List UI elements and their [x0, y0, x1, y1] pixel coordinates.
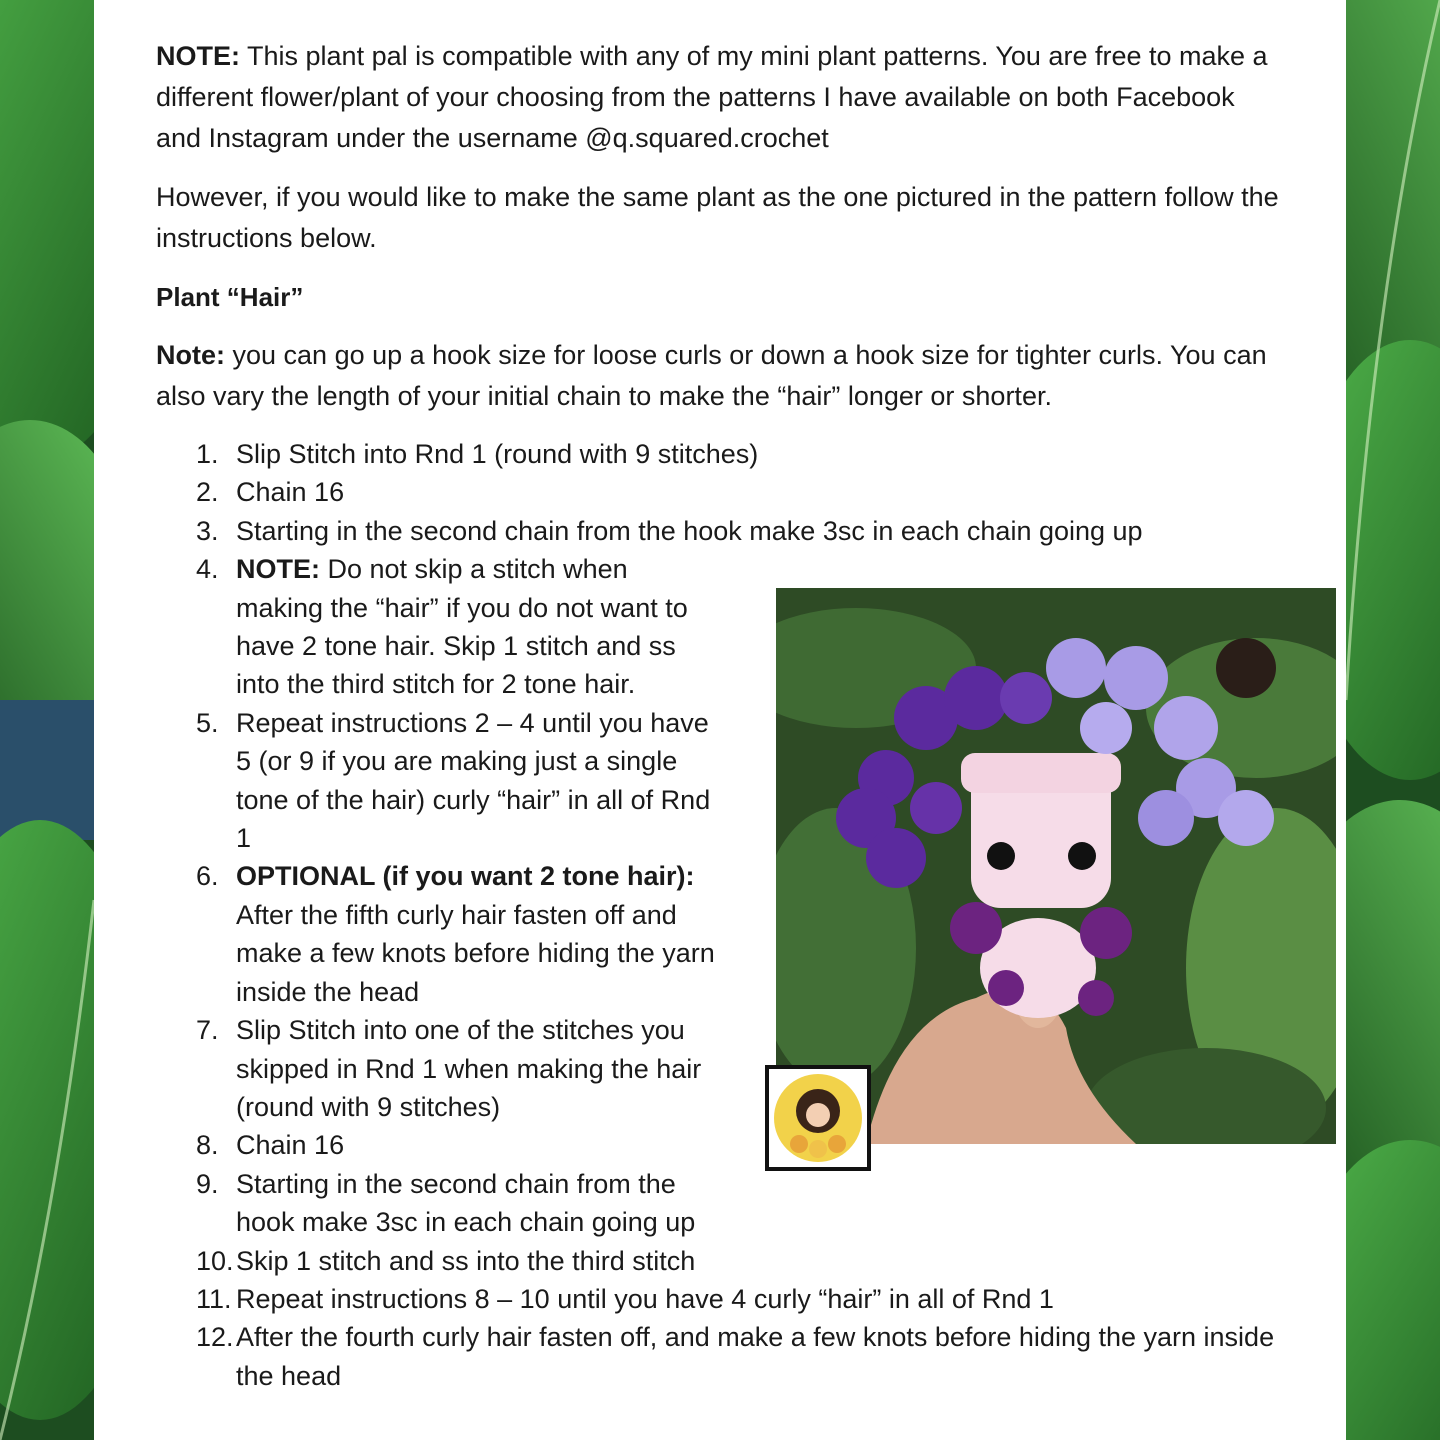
note-text: This plant pal is compatible with any of my mini plant patterns. You are free to make a different flower/plant of your choosing from the patterns I have available on both Facebook and Instagram under the username @q.squared.crochet [156, 41, 1268, 153]
however-paragraph: However, if you would like to make the same plant as the one pictured in the pattern follow the instructions below. [156, 182, 1279, 253]
step-item: 6. OPTIONAL (if you want 2 tone hair): After the fifth curly hair fasten off and make a few knots before hiding the yarn inside the head [196, 861, 715, 1007]
step-item: 5. Repeat instructions 2 – 4 until you have 5 (or 9 if you are making just a single tone of the hair) curly “hair” in all of Rnd 1 [196, 707, 711, 854]
note2-label: Note: [156, 340, 225, 370]
step-item: 11. Repeat instructions 8 – 10 until you have 4 curly “hair” in all of Rnd 1 [196, 1283, 1054, 1314]
note-label: NOTE: [156, 41, 240, 71]
crochet-photo [776, 588, 1336, 1144]
section-heading: Plant “Hair” [156, 282, 304, 312]
step-item: 2. Chain 16 [196, 477, 345, 508]
brand-logo [765, 1065, 871, 1171]
note-paragraph [156, 36, 1286, 159]
step-item: 4. NOTE: Do not skip a stitch when making the “hair” if you do not want to have 2 tone hair. Skip 1 stitch and ss into the third stitch for 2 tone hair. [196, 554, 688, 700]
step-item: 8. Chain 16 [196, 1130, 345, 1161]
note2-paragraph [156, 335, 1286, 417]
note2-text: you can go up a hook size for loose curls or down a hook size for tighter curls. You can also vary the length of your initial chain to make the “hair” longer or shorter. [156, 340, 1267, 411]
step-item: 9. Starting in the second chain from the hook make 3sc in each chain going up [196, 1168, 696, 1238]
step-item: 3. Starting in the second chain from the hook make 3sc in each chain going up [196, 515, 1143, 546]
step-item: 7. Slip Stitch into one of the stitches you skipped in Rnd 1 when making the hair (round with 9 stitches) [196, 1015, 702, 1122]
step-item: 1. Slip Stitch into Rnd 1 (round with 9 stitches) [196, 439, 759, 469]
step-item: 10. Skip 1 stitch and ss into the third stitch [196, 1245, 696, 1276]
step-item: 12. After the fourth curly hair fasten off, and make a few knots before hiding the yarn inside the head [196, 1322, 1275, 1391]
